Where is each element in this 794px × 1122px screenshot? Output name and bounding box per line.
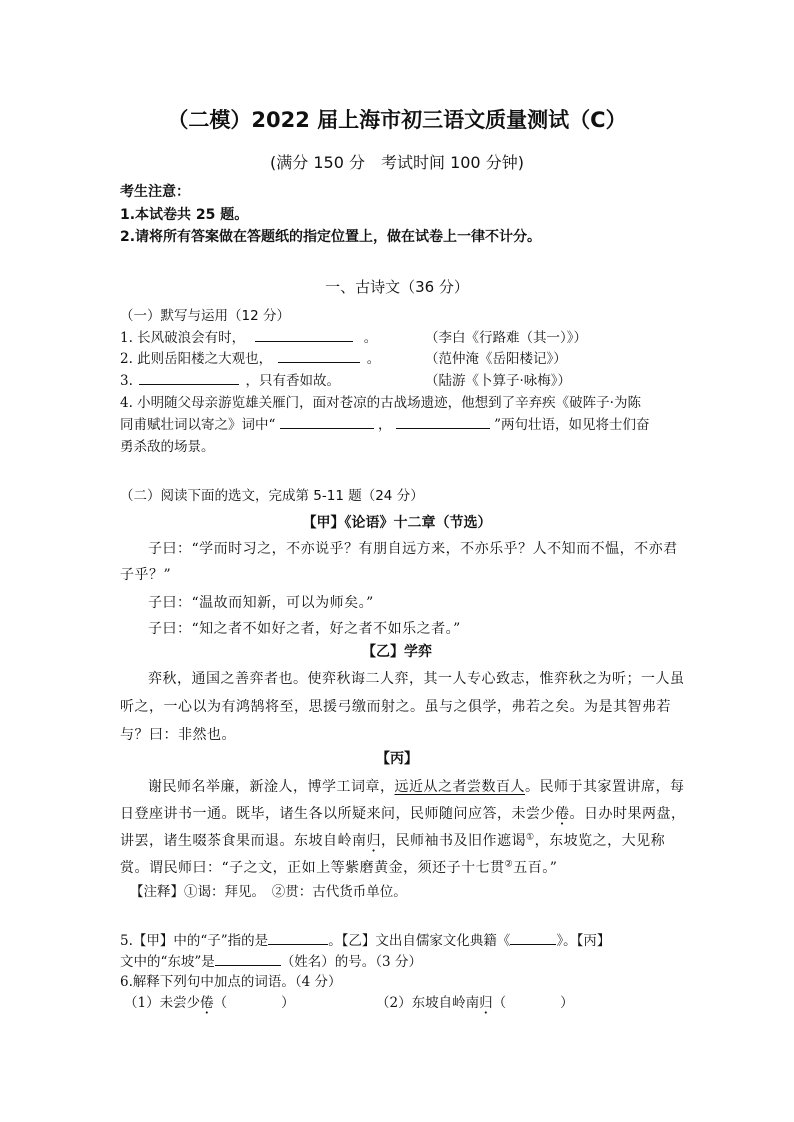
q5-text-d: 文中的“东坡”是 bbox=[120, 954, 215, 970]
q1-end: 。 bbox=[363, 330, 378, 346]
q4-line-3: 勇杀敌的场景。 bbox=[120, 439, 215, 455]
q6-2-dotted-char: 归 bbox=[479, 995, 493, 1011]
bing-l2-a: 日登座讲书一通。既毕，诸生各以所疑来问，民师随问应答，未尝 bbox=[120, 806, 541, 822]
bing-l3-a: 讲罢，诸生啜茶食果而退。东坡自岭南 bbox=[120, 833, 367, 849]
yi-line-3: 与？曰：非然也。 bbox=[120, 727, 236, 743]
question-1 bbox=[120, 326, 377, 346]
q6-2-text: （2）东坡自岭南 bbox=[376, 995, 480, 1011]
footnote-ref-2: ② bbox=[504, 859, 514, 870]
jia-line-2: 子乎？” bbox=[120, 567, 172, 583]
question-3 bbox=[120, 369, 340, 389]
part2-title: （二）阅读下面的选文，完成第 5-11 题（24 分） bbox=[120, 488, 424, 504]
q2-text: 2. 此则岳阳楼之大观也， bbox=[120, 351, 273, 367]
bing-line-4 bbox=[120, 857, 557, 877]
jia-heading: 【甲】《论语》十二章（节选） bbox=[302, 515, 492, 531]
q4-text-c: ”两句壮语，如见将士们奋 bbox=[494, 417, 650, 433]
q2-source: （范仲淹《岳阳楼记》） bbox=[425, 351, 567, 367]
q6-1-text: （1）未尝少 bbox=[124, 995, 201, 1011]
q5-text-c: 》。【丙】 bbox=[556, 933, 611, 949]
section-title-classics: 一、古诗文（36 分） bbox=[325, 278, 469, 296]
notice-heading: 考生注意： bbox=[120, 184, 190, 200]
q6-item-1 bbox=[124, 991, 295, 1011]
jia-line-1: 子曰：“学而时习之，不亦说乎？有朋自远方来，不亦乐乎？人不知而不愠，不亦君 bbox=[148, 541, 678, 557]
q3-blank[interactable] bbox=[139, 370, 239, 385]
q6-1-dotted-char: 倦 bbox=[200, 995, 214, 1011]
notice-item-2: 2.请将所有答案做在答题纸的指定位置上，做在试卷上一律不计分。 bbox=[120, 229, 542, 245]
q4-comma: ， bbox=[378, 417, 392, 433]
bing-line-3 bbox=[120, 830, 665, 850]
question-2 bbox=[120, 347, 380, 367]
footnote-ref-1: ① bbox=[526, 832, 535, 843]
bing-line-2 bbox=[120, 803, 686, 823]
question-5-line-2 bbox=[120, 950, 422, 970]
q4-line-2 bbox=[120, 413, 650, 433]
bing-heading: 【丙】 bbox=[376, 751, 418, 767]
q4-line-1: 4. 小明随父母亲游览雄关雁门，面对苍凉的古战场遗迹，他想到了辛弃疾《破阵子·为陈 bbox=[120, 395, 641, 411]
q1-text: 1. 长风破浪会有时， bbox=[120, 330, 246, 346]
bing-footnotes: 【注释】①谒：拜见。 ②贯：古代货币单位。 bbox=[130, 884, 407, 900]
bing-l3-c: ，东坡览之，大见称 bbox=[534, 833, 666, 849]
q5-blank-2[interactable] bbox=[510, 930, 556, 945]
q2-end: 。 bbox=[366, 351, 381, 367]
yi-line-1: 弈秋，通国之善弈者也。使弈秋诲二人弈，其一人专心致志，惟弈秋之为听；一人虽 bbox=[148, 671, 685, 687]
yi-heading: 【乙】学弈 bbox=[362, 644, 432, 660]
q5-text-e: （姓名）的号。（3 分） bbox=[280, 954, 422, 970]
q4-blank-2[interactable] bbox=[396, 414, 490, 429]
part1-title: （一）默写与运用（12 分） bbox=[120, 308, 290, 324]
notice-item-1: 1.本试卷共 25 题。 bbox=[120, 207, 249, 223]
bing-l2-b: 。日办时果两盘， bbox=[569, 806, 686, 822]
q5-text-b: 。【乙】文出自儒家文化典籍《 bbox=[328, 933, 511, 949]
jia-line-3: 子曰：“温故而知新，可以为师矣。” bbox=[148, 595, 374, 611]
q3-source: （陆游《卜算子·咏梅》） bbox=[425, 373, 572, 389]
bing-l3-b: ，民师袖书及旧作遮谒 bbox=[381, 833, 526, 849]
bing-l1-b: 。民师于其家置讲席，每 bbox=[525, 779, 685, 795]
q5-blank-3[interactable] bbox=[215, 951, 281, 966]
bing-l1-a: 谢民师名举廉，新淦人，博学工词章， bbox=[148, 779, 395, 795]
q3-num: 3. bbox=[120, 373, 133, 389]
q4-blank-1[interactable] bbox=[280, 414, 374, 429]
exam-subtitle: (满分 150 分 考试时间 100 分钟) bbox=[270, 153, 524, 172]
q5-text-a: 5.【甲】中的“子”指的是 bbox=[120, 933, 269, 949]
q5-blank-1[interactable] bbox=[268, 930, 328, 945]
bing-line-1 bbox=[148, 776, 685, 796]
q4-text-a: 同甫赋壮词以寄之》词中“ bbox=[120, 417, 276, 433]
bing-l4-b: 五百。” bbox=[513, 860, 558, 876]
bing-dotted-char-gui: 归 bbox=[366, 833, 381, 849]
q6-item-2 bbox=[376, 991, 574, 1011]
question-5-line-1 bbox=[120, 929, 610, 949]
exam-title: （二模）2022 届上海市初三语文质量测试（C） bbox=[167, 108, 627, 132]
bing-underlined-sentence: 远近从之者尝数百人 bbox=[394, 779, 525, 795]
q6-1-answer-paren[interactable]: （ ） bbox=[213, 995, 295, 1011]
question-6: 6.解释下列句中加点的词语。（4 分） bbox=[120, 974, 342, 990]
q6-2-answer-paren[interactable]: （ ） bbox=[492, 995, 574, 1011]
bing-dotted-char-juan: 倦 bbox=[555, 806, 570, 822]
bing-l2-char: 少 bbox=[540, 806, 555, 822]
jia-line-4: 子曰：“知之者不如好之者，好之者不如乐之者。” bbox=[148, 621, 461, 637]
yi-line-2: 听之，一心以为有鸿鹄将至，思援弓缴而射之。虽与之俱学，弗若之矣。为是其智弗若 bbox=[120, 699, 671, 715]
q2-blank[interactable] bbox=[278, 348, 360, 363]
q3-text: ，只有香如故。 bbox=[245, 373, 340, 389]
bing-l4-a: 赏。谓民师曰：“子之文，正如上等紫磨黄金，须还子十七贯 bbox=[120, 860, 505, 876]
q1-blank[interactable] bbox=[255, 327, 353, 342]
q1-source: （李白《行路难（其一）》） bbox=[425, 330, 587, 346]
